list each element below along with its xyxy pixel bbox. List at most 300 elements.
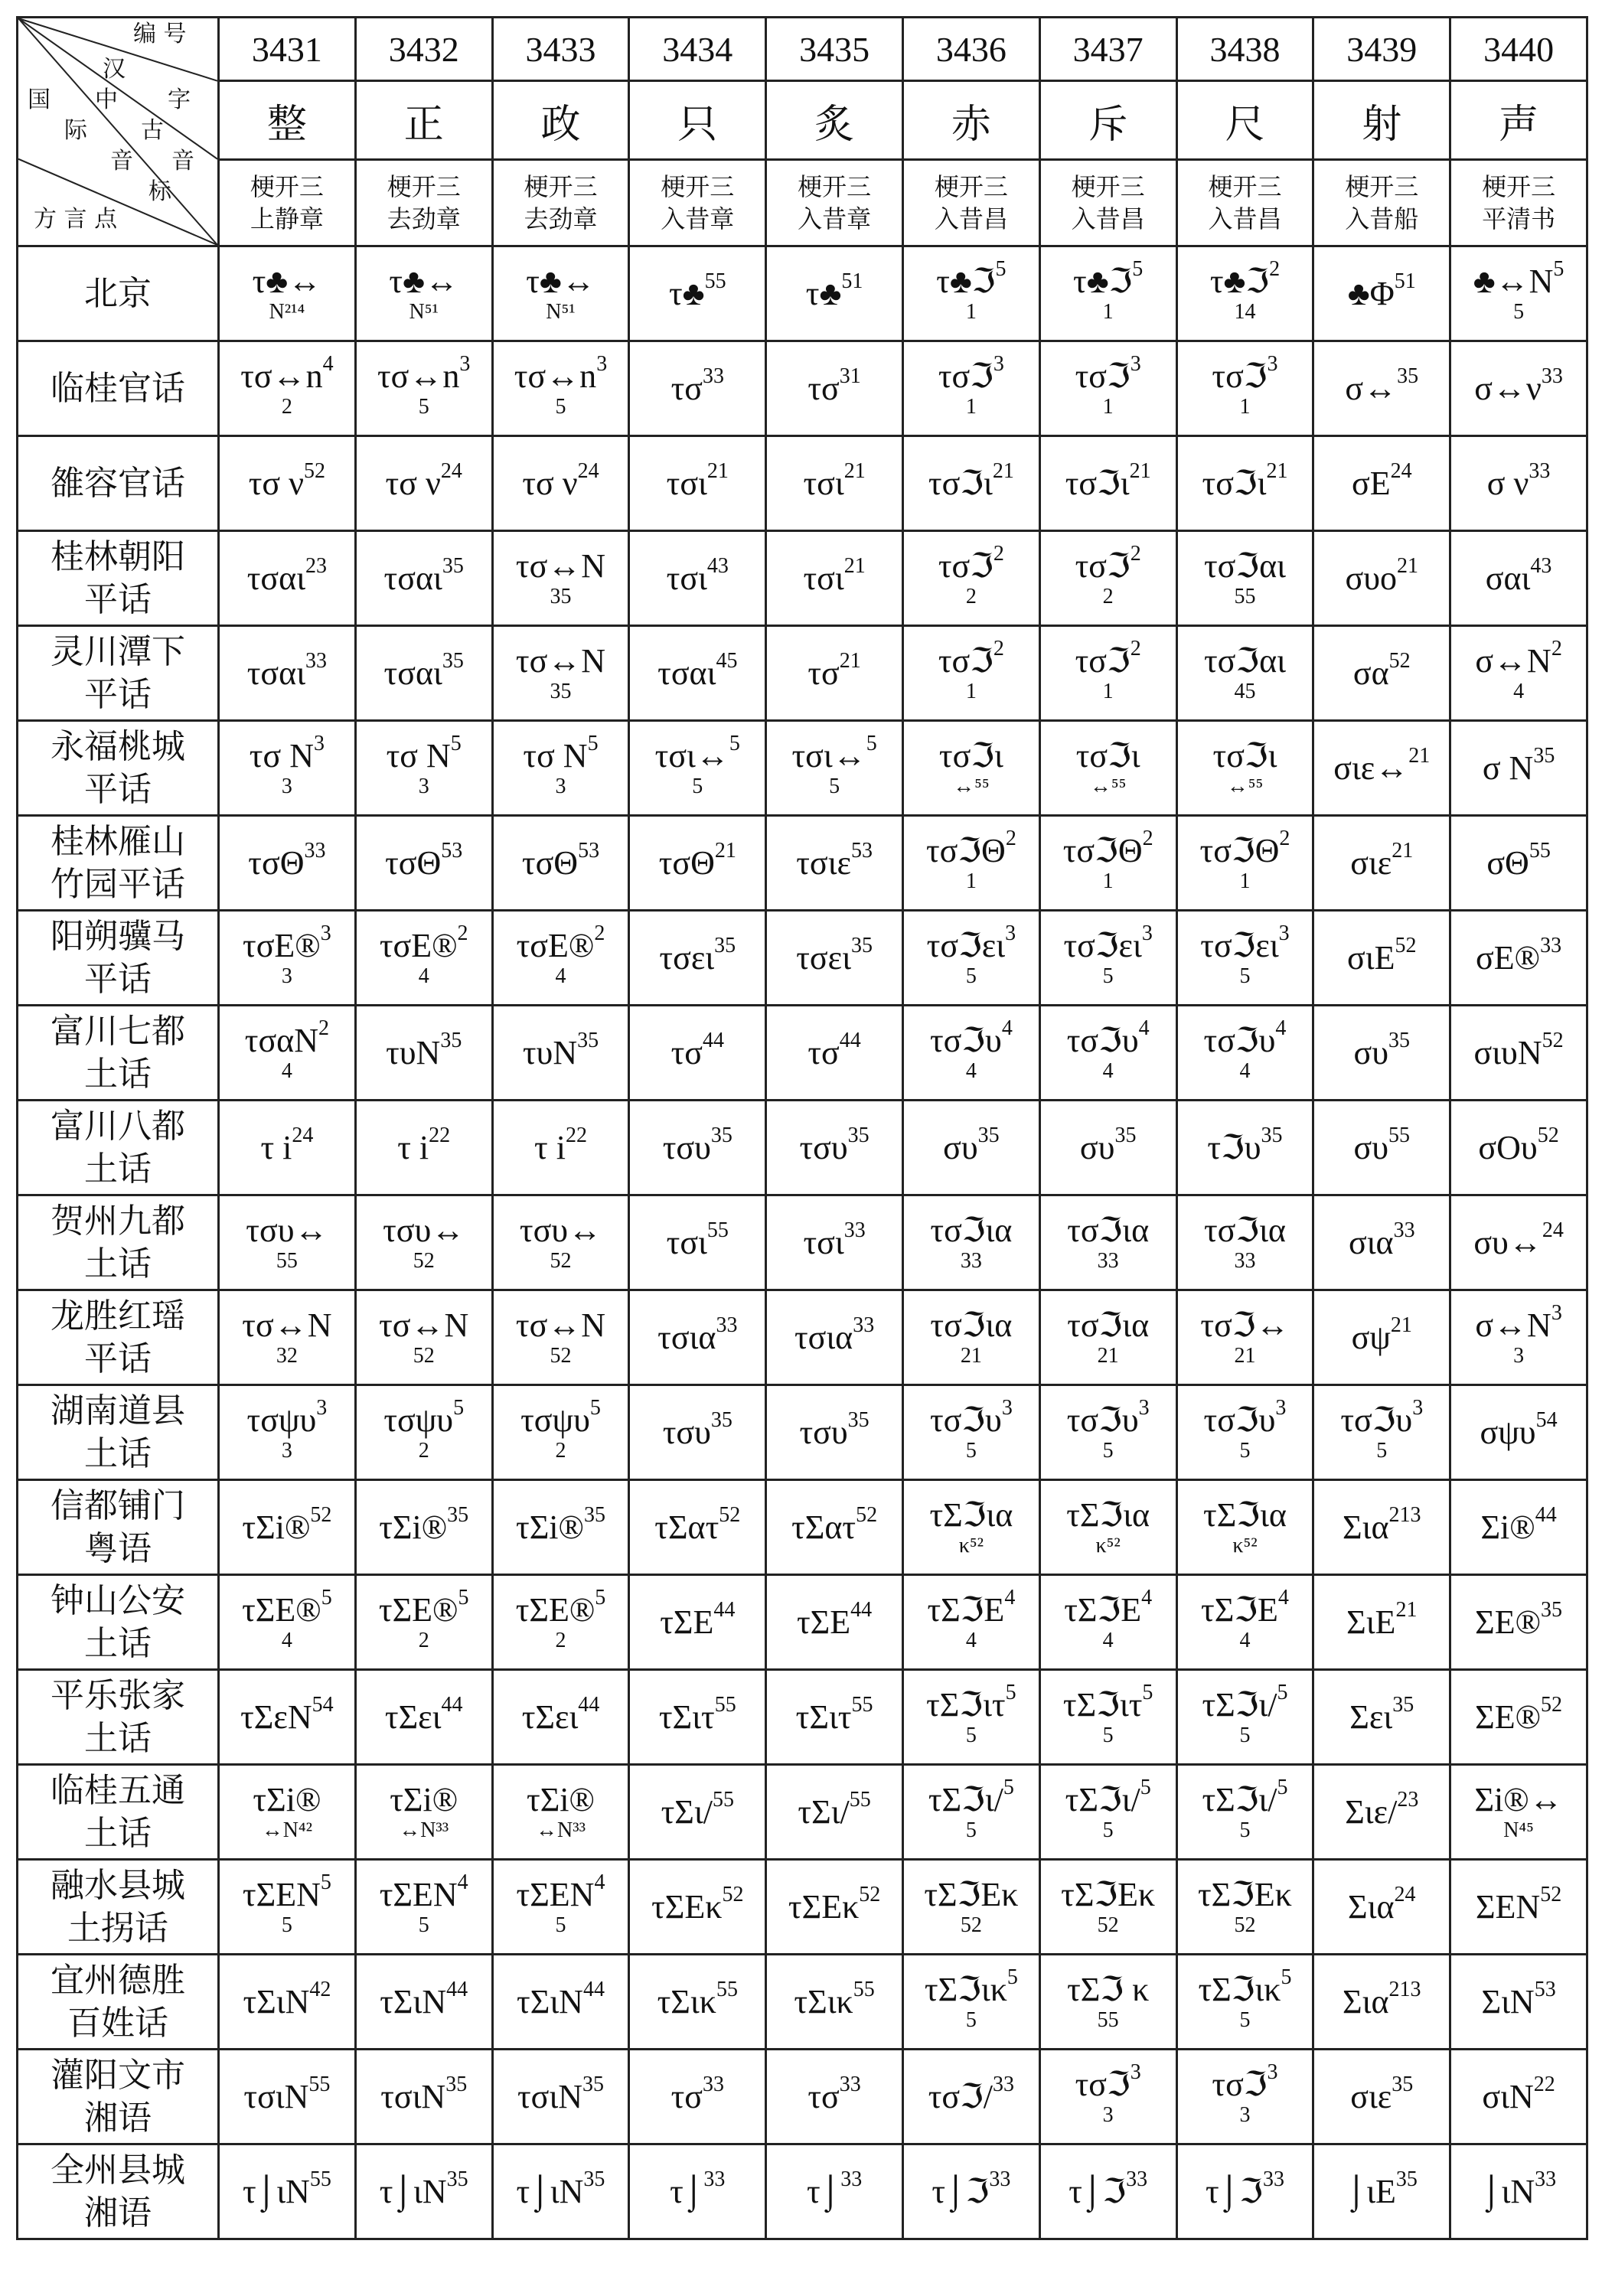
reading-cell: σOυ$^{52}$ (1450, 1101, 1587, 1195)
reading-cell: τΣει$^{44}$ (492, 1670, 629, 1765)
corner-label-yin1: 音 (110, 148, 133, 174)
reading-cell: $\tau\sigma\leftrightarrow n^4$ 2 (219, 341, 356, 436)
tone-superscript: 3 (1275, 1395, 1287, 1420)
tone-superscript: 3 (320, 921, 331, 945)
tone-superscript: 55 (704, 269, 726, 293)
tone-superscript: 53 (1534, 1977, 1556, 2001)
tone-superscript: 5 (450, 731, 462, 755)
dialect-location: 龙胜红瑶 平话 (18, 1290, 219, 1385)
reading-cell: ΣE®$^{35}$ (1450, 1575, 1587, 1670)
col-middle-chinese: 梗开三 平清书 (1450, 160, 1587, 246)
reading-second-line: 5 (555, 394, 566, 419)
reading-cell: τΣEκ$^{52}$ (766, 1860, 903, 1955)
tone-superscript: 52 (1395, 933, 1417, 957)
col-number: 3432 (355, 18, 492, 81)
tone-superscript: 5 (587, 731, 599, 755)
reading-cell: Σια$^{213}$ (1313, 1955, 1450, 2050)
col-character: 声 (1450, 81, 1587, 160)
reading-cell: τΣE®$^5$ 4 (219, 1575, 356, 1670)
tone-superscript: 5 (595, 1585, 606, 1609)
table-row (18, 1575, 1587, 1670)
reading-second-line: 1 (1239, 869, 1251, 893)
reading-cell: τσℑαι 55 (1176, 531, 1313, 626)
reading-cell: τσℑΘ$^2$ 1 (1039, 816, 1176, 911)
tone-superscript: 21 (1408, 743, 1431, 768)
reading-cell: Σια$^{24}$ (1313, 1860, 1450, 1955)
reading-second-line: 21 (1234, 1343, 1256, 1368)
tone-superscript: 21 (1129, 458, 1151, 483)
corner-label-biao: 标 (148, 178, 171, 205)
reading-cell: τσια$^{33}$ (766, 1290, 903, 1385)
tone-superscript: 35 (1541, 1597, 1563, 1622)
col-number: 3435 (766, 18, 903, 81)
reading-cell: τσE®$^2$ 4 (492, 911, 629, 1006)
tone-superscript: 33 (840, 2167, 863, 2191)
tone-superscript: 3 (1278, 921, 1290, 945)
tone-superscript: 44 (839, 1028, 861, 1052)
reading-second-line: 5 (418, 394, 429, 419)
reading-second-line: 2 (281, 394, 292, 419)
tone-superscript: 35 (1397, 364, 1419, 388)
reading-cell: τ⌡ℑ$^{33}$ (1176, 2144, 1313, 2239)
tone-superscript: 4 (1141, 1585, 1153, 1609)
tone-superscript: 53 (578, 838, 600, 863)
reading-cell: τσℑει$^3$ 5 (1039, 911, 1176, 1006)
reading-second-line: N⁵¹ (546, 299, 576, 324)
reading-cell: τΣικ$^{55}$ (766, 1955, 903, 2050)
reading-second-line: 4 (965, 1058, 977, 1083)
reading-second-line: 4 (1239, 1628, 1251, 1652)
col-middle-chinese: 梗开三 入昔昌 (1176, 160, 1313, 246)
tone-superscript: 55 (849, 1787, 871, 1812)
reading-cell: τσℑ$^3$ 1 (1176, 341, 1313, 436)
reading-cell: Σει$^{35}$ (1313, 1670, 1450, 1765)
reading-cell: τΣE®$^5$ 2 (355, 1575, 492, 1670)
reading-cell: τσℑει$^3$ 5 (902, 911, 1039, 1006)
reading-cell: τΣℑιτ$^5$ 5 (902, 1670, 1039, 1765)
tone-superscript: 35 (1392, 1692, 1414, 1717)
tone-superscript: 2 (457, 921, 468, 945)
corner-label-zi: 字 (168, 86, 191, 113)
tone-superscript: 54 (1535, 1407, 1558, 1432)
tone-superscript: 33 (1529, 458, 1551, 483)
tone-superscript: 24 (440, 458, 462, 483)
reading-cell: τσℑυ$^4$ 4 (1176, 1006, 1313, 1101)
reading-second-line: 55 (1097, 2007, 1119, 2032)
dialect-location: 信都铺门 粤语 (18, 1480, 219, 1575)
tone-superscript: 55 (1388, 1123, 1411, 1147)
col-number: 3439 (1313, 18, 1450, 81)
reading-second-line: 5 (692, 774, 703, 798)
reading-cell: τΣE®$^5$ 2 (492, 1575, 629, 1670)
reading-cell: τ⌡ℑ$^{33}$ (902, 2144, 1039, 2239)
reading-cell: τΣE$^{44}$ (766, 1575, 903, 1670)
reading-cell: σ↔$^{35}$ (1313, 341, 1450, 436)
reading-cell: τσει$^{35}$ (629, 911, 766, 1006)
col-middle-chinese: 梗开三 入昔船 (1313, 160, 1450, 246)
reading-second-line: 2 (418, 1438, 429, 1463)
reading-cell: τσℑαι 45 (1176, 626, 1313, 721)
corner-label-bianhao: 编 号 (133, 21, 187, 47)
reading-cell: $\tau\sigma^{33}$ (629, 2050, 766, 2144)
reading-cell: τσ $\nu^{24}$ (355, 436, 492, 531)
col-middle-chinese: 梗开三 去劲章 (492, 160, 629, 246)
tone-superscript: 3 (1138, 1395, 1150, 1420)
tone-superscript: 33 (1541, 364, 1563, 388)
table-row (18, 1385, 1587, 1480)
table-row (18, 1670, 1587, 1765)
dialect-location: 钟山公安 土话 (18, 1575, 219, 1670)
tone-superscript: 2 (1142, 826, 1153, 850)
reading-cell: τΣi® ↔N⁴² (219, 1765, 356, 1860)
tone-superscript: 3 (1005, 921, 1016, 945)
reading-cell: τΣℑια κ⁵² (902, 1480, 1039, 1575)
reading-second-line: 5 (1102, 964, 1114, 988)
reading-cell: τσαι$^{35}$ (355, 626, 492, 721)
corner-label-ji: 际 (64, 117, 87, 144)
tone-superscript: 35 (1392, 2072, 1414, 2096)
tone-superscript: 23 (1397, 1787, 1419, 1812)
tone-superscript: 33 (989, 2167, 1011, 2191)
tone-superscript: 5 (1277, 1775, 1288, 1799)
reading-second-line: 5 (418, 1913, 429, 1937)
tone-superscript: 52 (1388, 648, 1411, 673)
reading-cell: $\tau\sigma^{44}$ (629, 1006, 766, 1101)
table-row (18, 1006, 1587, 1101)
reading-cell: τσℑ↔ 21 (1176, 1290, 1313, 1385)
reading-cell: σιE$^{52}$ (1313, 911, 1450, 1006)
reading-cell: τΣει$^{44}$ (355, 1670, 492, 1765)
corner-label-han: 汉 (103, 56, 126, 83)
tone-superscript: 55 (853, 1977, 875, 2001)
tone-superscript: 24 (577, 458, 599, 483)
tone-superscript: 52 (856, 1502, 878, 1527)
reading-cell: $\sigma\leftrightarrow N^3$ 3 (1450, 1290, 1587, 1385)
reading-second-line: 52 (413, 1343, 435, 1368)
reading-cell: τσℑ$^2$ 2 (1039, 531, 1176, 626)
tone-superscript: 52 (1541, 1692, 1563, 1717)
reading-cell: τ⌡$^{33}$ (766, 2144, 903, 2239)
reading-cell: τσℑι$^{21}$ (1039, 436, 1176, 531)
table-row (18, 1101, 1587, 1195)
reading-second-line: ↔⁵⁵ (1226, 774, 1264, 798)
reading-second-line: ↔⁵⁵ (953, 774, 990, 798)
tone-superscript: 3 (1130, 351, 1141, 376)
reading-cell: τσι$^{21}$ (766, 531, 903, 626)
reading-cell: τΣιτ$^{55}$ (629, 1670, 766, 1765)
reading-second-line: 5 (965, 1818, 977, 1842)
reading-cell: $\tau\sigma^{33}$ (766, 2050, 903, 2144)
reading-cell: τσℑια 33 (1176, 1195, 1313, 1290)
tone-superscript: 33 (853, 1313, 875, 1337)
reading-second-line: 3 (1102, 2102, 1114, 2127)
tone-superscript: 44 (1535, 1502, 1557, 1527)
col-character: 射 (1313, 81, 1450, 160)
tone-superscript: 55 (851, 1692, 873, 1717)
tone-superscript: 55 (309, 2167, 331, 2191)
reading-cell: τσℑει$^3$ 5 (1176, 911, 1313, 1006)
tone-superscript: 24 (1542, 1218, 1564, 1242)
tone-superscript: 35 (1533, 743, 1555, 768)
reading-cell: τσυ↔ 52 (355, 1195, 492, 1290)
reading-cell: τΣℑE$^4$ 4 (902, 1575, 1039, 1670)
tone-superscript: 5 (729, 731, 740, 755)
tone-superscript: 4 (1277, 1585, 1289, 1609)
table-row (18, 531, 1587, 626)
tone-superscript: 2 (1551, 636, 1562, 660)
tone-superscript: 3 (993, 351, 1004, 376)
reading-cell: τσℑυ$^3$ 5 (1176, 1385, 1313, 1480)
reading-cell: τσℑι$^{21}$ (1176, 436, 1313, 531)
tone-superscript: 21 (1395, 1597, 1418, 1622)
tone-superscript: 35 (714, 933, 736, 957)
tone-superscript: 55 (308, 2072, 331, 2096)
reading-second-line: 2 (1102, 584, 1114, 608)
reading-cell: τσιN$^{55}$ (219, 2050, 356, 2144)
table-body (18, 246, 1587, 2239)
tone-superscript: 5 (1142, 1680, 1153, 1704)
reading-cell: τυN$^{35}$ (492, 1006, 629, 1101)
col-number: 3436 (902, 18, 1039, 81)
col-number: 3440 (1450, 18, 1587, 81)
tone-superscript: 3 (1130, 2060, 1141, 2084)
reading-cell: $\sigma\psi^{21}$ (1313, 1290, 1450, 1385)
reading-cell: τΣℑEκ 52 (1039, 1860, 1176, 1955)
tone-superscript: 35 (582, 2072, 604, 2096)
reading-second-line: 33 (1097, 1248, 1119, 1273)
reading-second-line: 3 (555, 774, 566, 798)
reading-cell: τ♣ℑ$^2$ 14 (1176, 246, 1313, 341)
reading-cell: τσE®$^3$ 3 (219, 911, 356, 1006)
reading-second-line: 4 (1513, 679, 1525, 703)
reading-cell: τσιN$^{35}$ (492, 2050, 629, 2144)
reading-cell: ΣιN$^{53}$ (1450, 1955, 1587, 2050)
reading-cell: τ♣↔ N⁵¹ (492, 246, 629, 341)
reading-cell: τσℑ$^3$ 3 (1039, 2050, 1176, 2144)
tone-superscript: 33 (1262, 2167, 1284, 2191)
tone-superscript: 2 (993, 541, 1004, 566)
reading-second-line: 3 (281, 1438, 292, 1463)
table-row (18, 341, 1587, 436)
reading-cell: τΣi®$^{52}$ (219, 1480, 356, 1575)
reading-cell: τσ $N^5$ 3 (492, 721, 629, 816)
table-row (18, 721, 1587, 816)
tone-superscript: 3 (316, 1395, 328, 1420)
tone-superscript: 33 (839, 2072, 861, 2096)
reading-second-line: 1 (1102, 299, 1114, 324)
reading-second-line: 1 (1102, 679, 1114, 703)
dialect-location: 灌阳文市 湘语 (18, 2050, 219, 2144)
reading-cell: τΣEN$^5$ 5 (219, 1860, 356, 1955)
tone-superscript: 35 (847, 1407, 870, 1432)
reading-cell: τσℑ$^3$ 1 (902, 341, 1039, 436)
table-row (18, 436, 1587, 531)
tone-superscript: 35 (850, 933, 873, 957)
col-character: 整 (219, 81, 356, 160)
reading-cell: τΣℑι/$^5$ 5 (1176, 1765, 1313, 1860)
tone-superscript: 55 (706, 1218, 729, 1242)
reading-cell: τσαN$^2$ 4 (219, 1006, 356, 1101)
reading-cell: τ⌡$^{33}$ (629, 2144, 766, 2239)
dialect-table (16, 16, 1588, 2240)
reading-cell: τσυ$^{35}$ (629, 1101, 766, 1195)
tone-superscript: 3 (1141, 921, 1153, 945)
reading-second-line: 52 (1097, 1913, 1119, 1937)
reading-cell: τσια$^{33}$ (629, 1290, 766, 1385)
reading-cell: τσℑια 33 (1039, 1195, 1176, 1290)
reading-cell: τΣE$^{44}$ (629, 1575, 766, 1670)
reading-cell: τσℑι$^{21}$ (902, 436, 1039, 531)
reading-cell: συ↔$^{24}$ (1450, 1195, 1587, 1290)
reading-cell: τσει$^{35}$ (766, 911, 903, 1006)
tone-superscript: 35 (1114, 1123, 1137, 1147)
reading-cell: $\sigma\Theta^{55}$ (1450, 816, 1587, 911)
reading-second-line: 5 (1102, 1818, 1114, 1842)
tone-superscript: 2 (1269, 256, 1281, 281)
reading-second-line: 52 (550, 1343, 572, 1368)
reading-cell: τσαι$^{45}$ (629, 626, 766, 721)
reading-cell: συο$^{21}$ (1313, 531, 1450, 626)
reading-cell: $\sigma\leftrightarrow\nu^{33}$ (1450, 341, 1587, 436)
reading-cell: σE®$^{33}$ (1450, 911, 1587, 1006)
tone-superscript: 24 (1390, 458, 1412, 483)
tone-superscript: 52 (719, 1502, 741, 1527)
tone-superscript: 5 (1281, 1965, 1292, 1989)
reading-cell: ΣE®$^{52}$ (1450, 1670, 1587, 1765)
tone-superscript: 35 (442, 648, 464, 673)
tone-superscript: 55 (716, 1977, 738, 2001)
reading-second-line: ↔N³³ (399, 1818, 449, 1842)
reading-cell: σιN$^{22}$ (1450, 2050, 1587, 2144)
tone-superscript: 52 (310, 1502, 332, 1527)
table-row (18, 1290, 1587, 1385)
tone-superscript: 5 (1553, 256, 1564, 281)
tone-superscript: 4 (1004, 1585, 1016, 1609)
corner-label-yin2: 音 (171, 148, 194, 174)
tone-superscript: 4 (322, 351, 334, 376)
reading-second-line: 5 (965, 1723, 977, 1747)
reading-cell: τσ↔N 52 (355, 1290, 492, 1385)
reading-cell: τσℑυ$^4$ 4 (1039, 1006, 1176, 1101)
reading-cell: τσι$^{21}$ (766, 436, 903, 531)
reading-second-line: N²¹⁴ (269, 299, 305, 324)
tone-superscript: 2 (1005, 826, 1016, 850)
tone-superscript: 33 (993, 2072, 1015, 2096)
tone-superscript: 33 (1540, 933, 1562, 957)
reading-second-line: 2 (555, 1628, 566, 1652)
tone-superscript: 35 (1395, 2167, 1418, 2191)
corner-label-zhong: 中 (95, 86, 118, 113)
reading-second-line: 52 (960, 1913, 982, 1937)
header-corner-cell (18, 18, 219, 246)
tone-superscript: 21 (1390, 1313, 1412, 1337)
col-character: 正 (355, 81, 492, 160)
tone-superscript: 5 (1007, 1965, 1018, 1989)
reading-second-line: 55 (276, 1248, 298, 1273)
reading-cell: τσ $N^3$ 3 (219, 721, 356, 816)
tone-superscript: 33 (703, 2167, 726, 2191)
tone-superscript: 213 (1388, 1977, 1421, 2001)
tone-superscript: 4 (1138, 1016, 1150, 1040)
table-row (18, 246, 1587, 341)
reading-cell: σ $N^{35}$ (1450, 721, 1587, 816)
tone-superscript: 35 (710, 1407, 732, 1432)
tone-superscript: 5 (589, 1395, 601, 1420)
reading-cell: τσℑι ↔⁵⁵ (1176, 721, 1313, 816)
tone-superscript: 3 (1267, 2060, 1278, 2084)
reading-cell: τΣι/$^{55}$ (629, 1765, 766, 1860)
reading-cell: $\tau\sigma\leftrightarrow n^3$ 5 (492, 341, 629, 436)
dialect-location: 永福桃城 平话 (18, 721, 219, 816)
reading-cell: τΣℑια κ⁵² (1039, 1480, 1176, 1575)
reading-cell: τΣατ$^{52}$ (629, 1480, 766, 1575)
tone-superscript: 44 (446, 1977, 468, 2001)
tone-superscript: 3 (1267, 351, 1278, 376)
col-character: 炙 (766, 81, 903, 160)
tone-superscript: 22 (1533, 2072, 1555, 2096)
reading-second-line: N⁵¹ (409, 299, 439, 324)
reading-second-line: 52 (550, 1248, 572, 1273)
reading-second-line: 2 (555, 1438, 566, 1463)
tone-superscript: 5 (1277, 1680, 1288, 1704)
tone-superscript: 5 (1140, 1775, 1151, 1799)
reading-cell: $\tau\sigma^{44}$ (766, 1006, 903, 1101)
reading-cell: Σi®↔ N⁴⁵ (1450, 1765, 1587, 1860)
col-middle-chinese: 梗开三 入昔章 (766, 160, 903, 246)
reading-second-line: ↔N³³ (535, 1818, 586, 1842)
reading-cell: τ♣$^{55}$ (629, 246, 766, 341)
tone-superscript: 33 (1535, 2167, 1557, 2191)
tone-superscript: 5 (453, 1395, 465, 1420)
reading-second-line: κ⁵² (1232, 1533, 1258, 1557)
dialect-location: 灵川潭下 平话 (18, 626, 219, 721)
tone-superscript: 35 (447, 1502, 469, 1527)
reading-cell: τσι↔$^5$ 5 (629, 721, 766, 816)
reading-cell: τσι$^{55}$ (629, 1195, 766, 1290)
reading-second-line: 35 (550, 679, 572, 703)
reading-cell: $\sigma\upsilon^{55}$ (1313, 1101, 1450, 1195)
reading-second-line: 52 (1234, 1913, 1256, 1937)
reading-cell: $\tau\sigma^{31}$ (766, 341, 903, 436)
reading-cell: $\sigma\upsilon^{35}$ (1313, 1006, 1450, 1101)
reading-second-line: 32 (276, 1343, 298, 1368)
reading-second-line: 3 (1239, 2102, 1251, 2127)
reading-second-line: 1 (1102, 394, 1114, 419)
tone-superscript: 3 (596, 351, 608, 376)
reading-second-line: 4 (965, 1628, 977, 1652)
reading-cell: τσℑυ$^3$ 5 (1313, 1385, 1450, 1480)
reading-cell: $\tau\sigma^{33}$ (629, 341, 766, 436)
tone-superscript: 4 (1001, 1016, 1013, 1040)
reading-cell: σιε$^{21}$ (1313, 816, 1450, 911)
tone-superscript: 22 (565, 1123, 587, 1147)
reading-second-line: 5 (829, 774, 840, 798)
table-row (18, 1765, 1587, 1860)
reading-second-line: ↔N⁴² (261, 1818, 313, 1842)
tone-superscript: 45 (716, 648, 738, 673)
tone-superscript: 21 (714, 838, 736, 863)
tone-superscript: 21 (843, 458, 866, 483)
reading-cell: σιυN$^{52}$ (1450, 1006, 1587, 1101)
reading-cell: $\tau\sigma^{21}$ (766, 626, 903, 721)
reading-second-line: 5 (281, 1913, 292, 1937)
reading-cell: τΣℑια κ⁵² (1176, 1480, 1313, 1575)
dialect-location: 桂林雁山 竹园平话 (18, 816, 219, 911)
tone-superscript: 35 (446, 2167, 468, 2191)
tone-superscript: 21 (843, 553, 866, 578)
reading-cell: τΣℑικ$^5$ 5 (1176, 1955, 1313, 2050)
dialect-location: 全州县城 湘语 (18, 2144, 219, 2239)
